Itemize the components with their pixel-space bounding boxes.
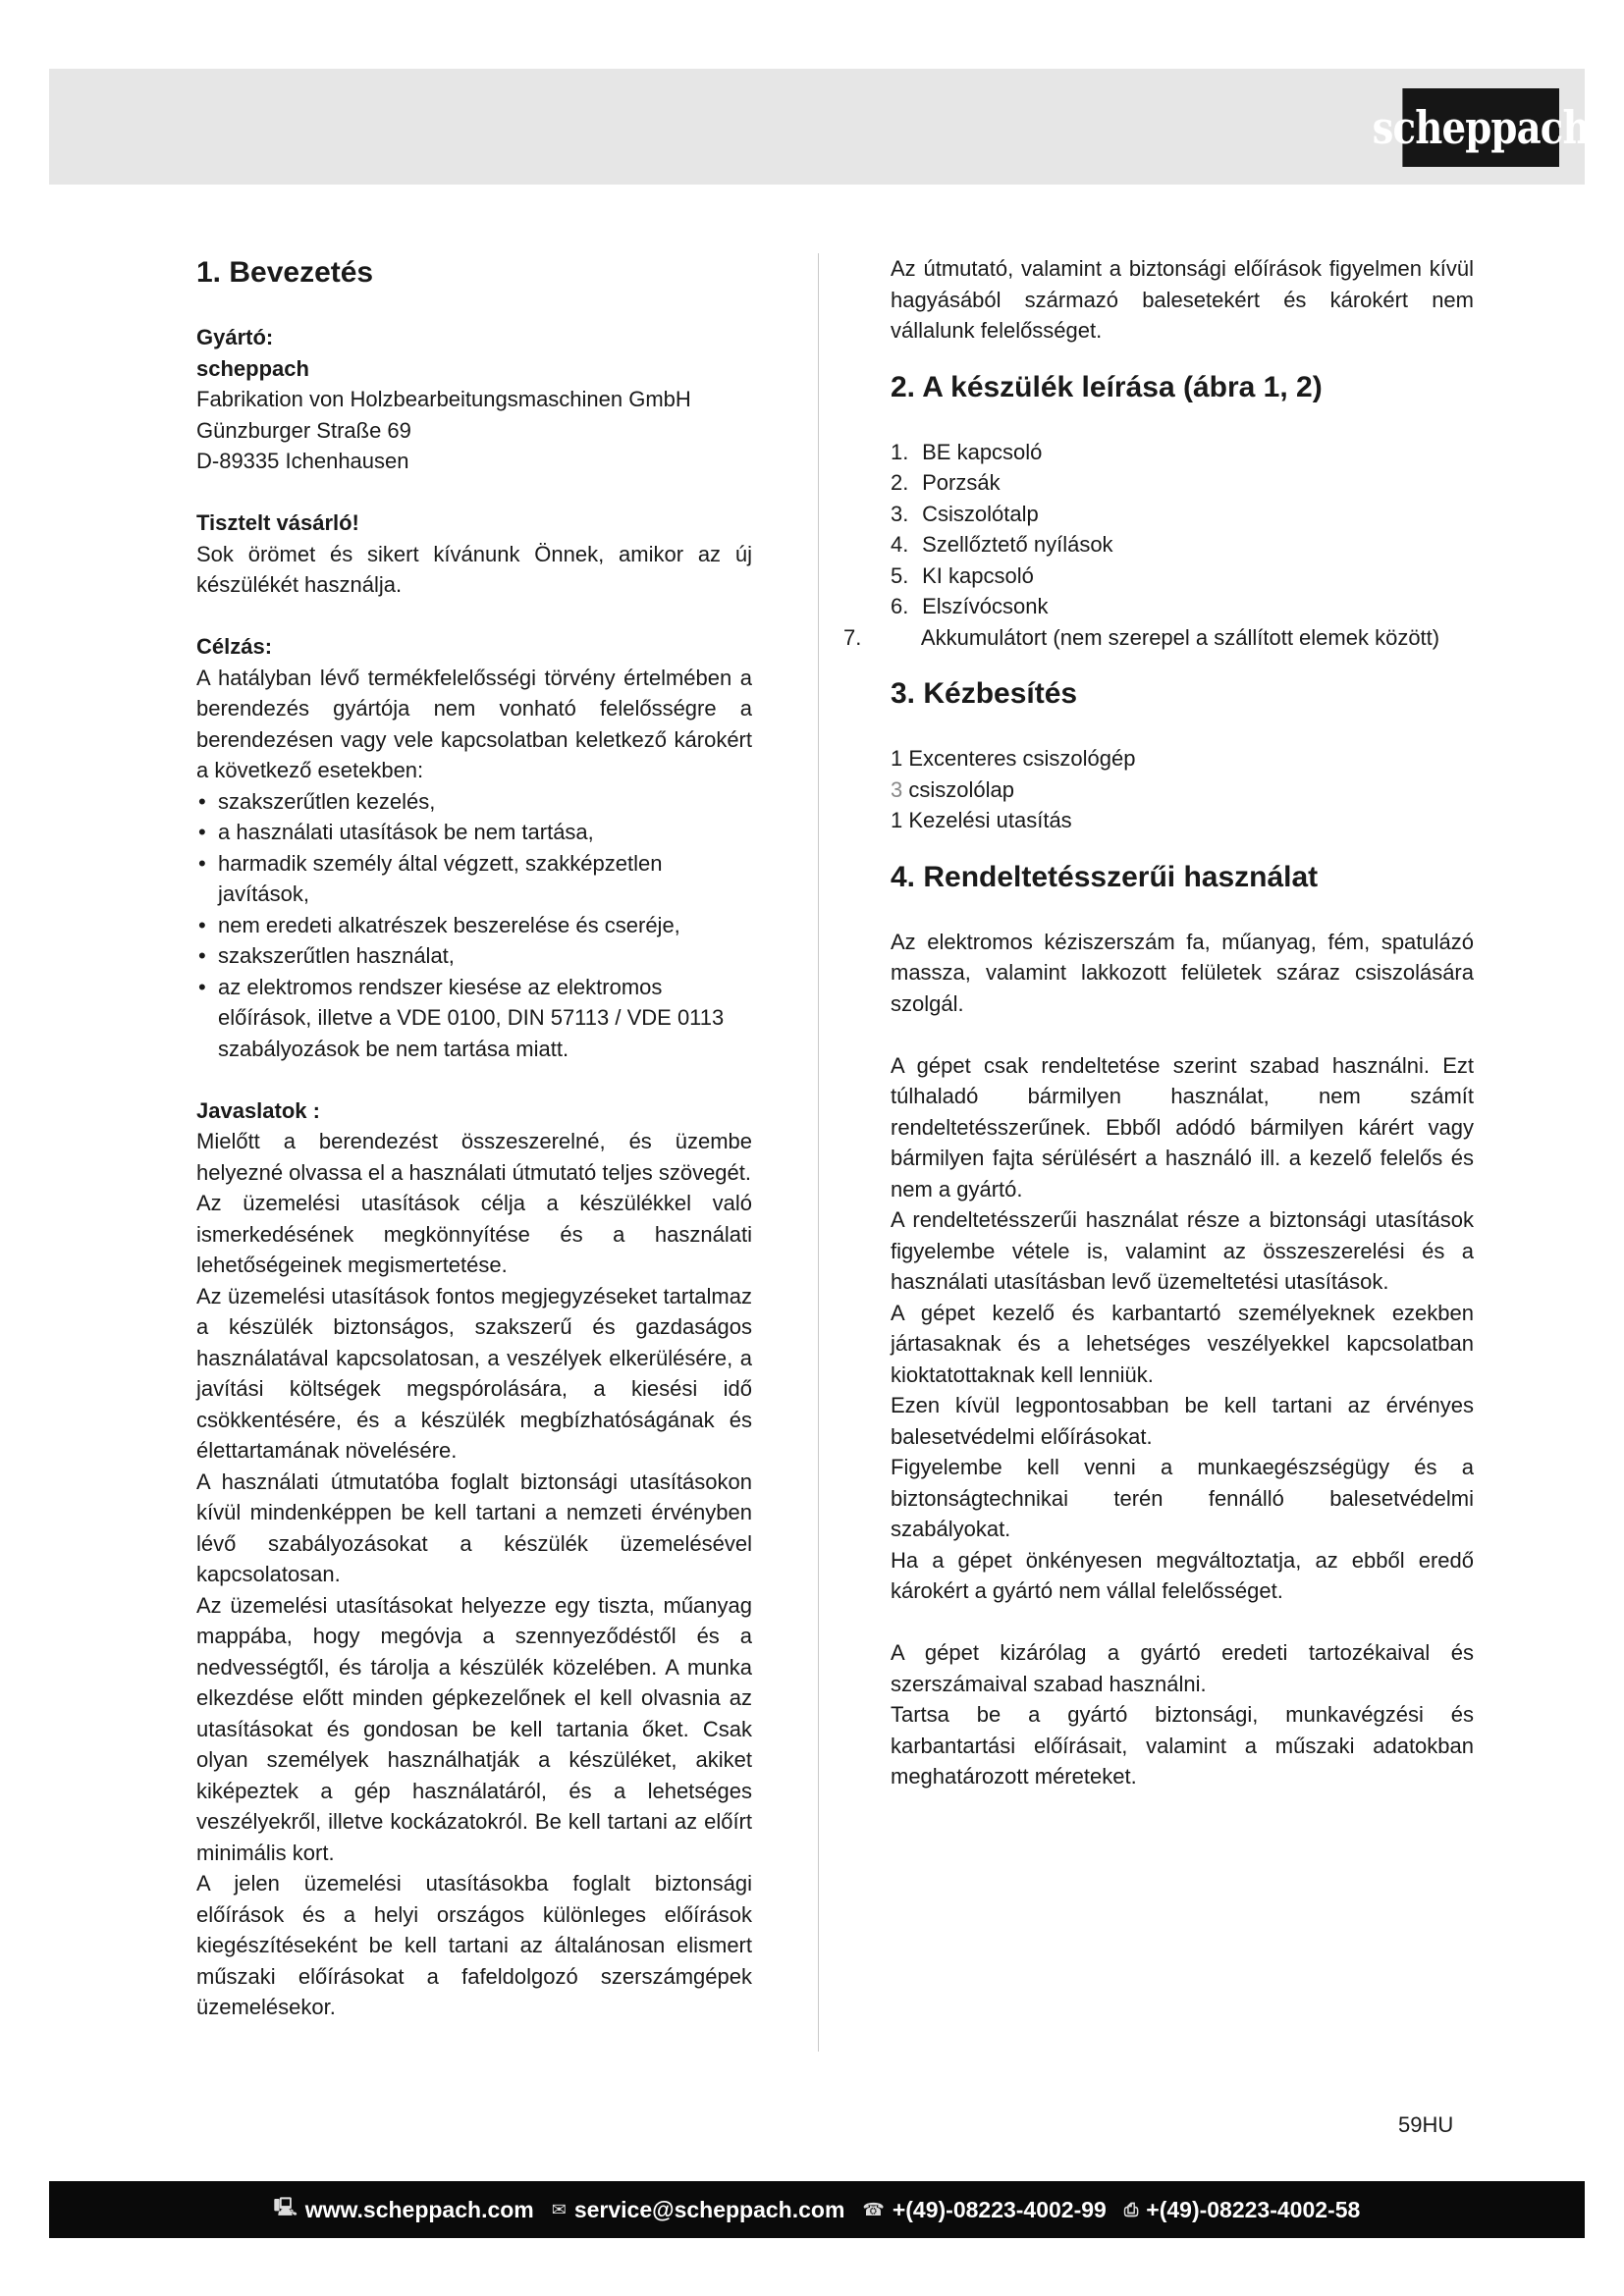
recommend-paragraph: Mielőtt a berendezést összeszerelné, és üzembe helyezné olvassa el a használati útmutató teljes szövegét. bbox=[196, 1129, 752, 1185]
usage-paragraph: A rendeltetésszerűi használat része a biztonsági utasítások figyelembe vétele is, valamint az összeszerelési és a használati utasításban levő üzemeltetési utasítások. bbox=[891, 1207, 1474, 1294]
list-item: • szakszerűtlen használat, bbox=[196, 940, 752, 972]
note-label: Célzás: bbox=[196, 634, 273, 659]
note-text: A hatályban lévő termékfelelősségi törvény értelmében a berendezés gyártója nem vonható felelősségre a berendezésen vagy vele kapcsolatban keletkező károkért a következő esetekben: bbox=[196, 665, 752, 782]
footer-bar bbox=[49, 2181, 1585, 2238]
footer-fax: ⎙ +(49)-08223-4002-58 bbox=[1123, 2196, 1361, 2222]
computer-icon: 🖳 bbox=[273, 2197, 298, 2216]
header-band bbox=[49, 69, 1590, 185]
recommend-paragraph: Az üzemelési utasításokat helyezze egy tiszta, műanyag mappába, hogy megóvja a szennyeződéstől és a nedvességtől, és tárolja a készülék közelében. A munka elkezdése előtt minden gépkezelőnek el kell olvasnia az utasításokat és gondosan be kell tartania őket. Csak olyan személyek használhatják a készüléket, akiket kiképeztek a gép használatáról, és a lehetséges veszélyekről, illetve kockázatokról. Be kell tartani az előírt minimális kort. bbox=[196, 1592, 752, 1865]
greeting-label: Tisztelt vásárló! bbox=[196, 510, 359, 535]
list-item: 6. Elszívócsonk bbox=[891, 594, 1049, 618]
company-line3: D-89335 Ichenhausen bbox=[196, 449, 409, 473]
section2-heading: 2. A készülék leírása (ábra 1, 2) bbox=[891, 370, 1323, 403]
intro-continued: Az útmutató, valamint a biztonsági előírások figyelmen kívül hagyásából származó balesetekért és károkért nem vállalunk felelősséget. bbox=[891, 256, 1474, 343]
section3-heading: 3. Kézbesítés bbox=[891, 677, 1078, 710]
list-item: 1 Excenteres csiszológép bbox=[891, 746, 1136, 771]
list-item: • az elektromos rendszer kiesése az elektromos előírások, illetve a VDE 0100, DIN 57113 / VDE 0113 szabályozások be nem tartása miatt. bbox=[196, 972, 752, 1065]
left-column bbox=[196, 253, 752, 2023]
list-item: 4. Szellőztető nyílások bbox=[891, 532, 1113, 557]
footer-phone: ☎ +(49)-08223-4002-99 bbox=[862, 2196, 1107, 2222]
recommend-paragraph: Az üzemelési utasítások fontos megjegyzéseket tartalmaz a készülék biztonságos, szakszerű és gazdaságos használatával kapcsolatosan, a veszélyek elkerülésére, a javítási költségek megspórolására, a kiesési idő csökkentésére, és a készülék megbízhatóságának és élettartamának növelésére. bbox=[196, 1283, 752, 1463]
footer-website[interactable]: 🖳 www.scheppach.com bbox=[274, 2195, 534, 2224]
recommend-paragraph: A használati útmutatóba foglalt biztonsági utasításokon kívül mindenképpen be kell tartani a nemzeti érvényben lévő szabályozásokat a készülék üzemelésével kapcsolatosan. bbox=[196, 1468, 752, 1586]
usage-paragraph: Ezen kívül legpontosabban be kell tartani az érvényes balesetvédelmi előírásokat. bbox=[891, 1393, 1474, 1449]
section1-heading: 1. Bevezetés bbox=[196, 256, 374, 289]
list-item: 2. Porzsák bbox=[891, 470, 1001, 495]
recommend-paragraph: Az üzemelési utasítások célja a készülékkel való ismerkedésének megkönnyítése és a használati lehetőségeinek megismertetése. bbox=[196, 1191, 752, 1277]
greeting-text: Sok örömet és sikert kívánunk Önnek, amikor az új készülékét használja. bbox=[196, 541, 752, 597]
manufacturer-label: Gyártó: bbox=[196, 325, 274, 349]
accessories-paragraph: Tartsa be a gyártó biztonsági, munkavégzési és karbantartási előírásait, valamint a műszaki adatokban meghatározott méreteket. bbox=[891, 1702, 1474, 1789]
accessories-paragraph: A gépet kizárólag a gyártó eredeti tartozékaival és szerszámaival szabad használni. bbox=[891, 1640, 1474, 1696]
phone-icon: ☎ bbox=[862, 2199, 885, 2219]
recommend-label: Javaslatok : bbox=[196, 1097, 320, 1123]
section4-heading: 4. Rendeltetésszerűi használat bbox=[891, 860, 1319, 893]
column-divider bbox=[818, 253, 819, 2052]
list-item: • nem eredeti alkatrészek beszerelése és cseréje, bbox=[196, 910, 752, 941]
usage-paragraph: A gépet kezelő és karbantartó személyeknek ezekben jártasaknak és a lehetséges veszélyekkel kapcsolatban kioktatottaknak kell lenniük. bbox=[891, 1300, 1474, 1387]
envelope-icon: ✉ bbox=[551, 2199, 567, 2219]
list-item: 3 csiszolólap bbox=[891, 776, 1014, 802]
liability-list bbox=[196, 786, 752, 1065]
brand-logo: scheppach bbox=[1402, 88, 1559, 167]
list-item: • a használati utasítások be nem tartása, bbox=[196, 817, 752, 848]
footer-email[interactable]: ✉ service@scheppach.com bbox=[551, 2196, 845, 2222]
list-item: 1. BE kapcsoló bbox=[891, 439, 1043, 464]
page-number: 59HU bbox=[1398, 2112, 1454, 2137]
fax-icon: ⎙ bbox=[1123, 2199, 1139, 2219]
parts-list bbox=[843, 437, 1474, 654]
list-item: 5. KI kapcsoló bbox=[891, 562, 1034, 588]
list-item: 1 Kezelési utasítás bbox=[891, 808, 1072, 832]
delivery-list bbox=[891, 743, 1474, 836]
company-name: scheppach bbox=[196, 355, 309, 381]
list-item: • szakszerűtlen kezelés, bbox=[196, 786, 752, 818]
list-item: 7. Akkumulátort (nem szerepel a szállított elemek között) bbox=[843, 624, 1440, 650]
company-line1: Fabrikation von Holzbearbeitungsmaschinen GmbH bbox=[196, 387, 691, 411]
usage-paragraph: Figyelembe kell venni a munkaegészségügy és a biztonságtechnikai terén fennálló balesetvédelmi szabályokat. bbox=[891, 1455, 1474, 1541]
right-column bbox=[843, 253, 1474, 1792]
list-item: • harmadik személy által végzett, szakképzetlen javítások, bbox=[196, 848, 752, 910]
usage-paragraph: Ha a gépet önkényesen megváltoztatja, az ebből eredő károkért a gyártó nem vállal felelősséget. bbox=[891, 1547, 1474, 1603]
list-item: 3. Csiszolótalp bbox=[891, 501, 1039, 526]
intended-use-paragraph: Az elektromos kéziszerszám fa, műanyag, fém, spatulázó massza, valamint lakkozott felületek száraz csiszolására szolgál. bbox=[891, 929, 1474, 1016]
usage-paragraph: A gépet csak rendeltetése szerint szabad használni. Ezt túlhaladó bármilyen használat, nem számít rendeltetésszerűnek. Ebből adódó bármilyen kárért vagy bármilyen fajta sérülésért a használó ill. a kezelő felelős és nem a gyártó. bbox=[891, 1052, 1474, 1201]
company-line2: Günzburger Straße 69 bbox=[196, 417, 411, 443]
recommend-paragraph: A jelen üzemelési utasításokba foglalt biztonsági előírások és a helyi országos különleges előírások kiegészítéseként be kell tartani az általánosan elismert műszaki előírásokat a fafeldolgozó szerszámgépek üzemelésekor. bbox=[196, 1871, 752, 2019]
